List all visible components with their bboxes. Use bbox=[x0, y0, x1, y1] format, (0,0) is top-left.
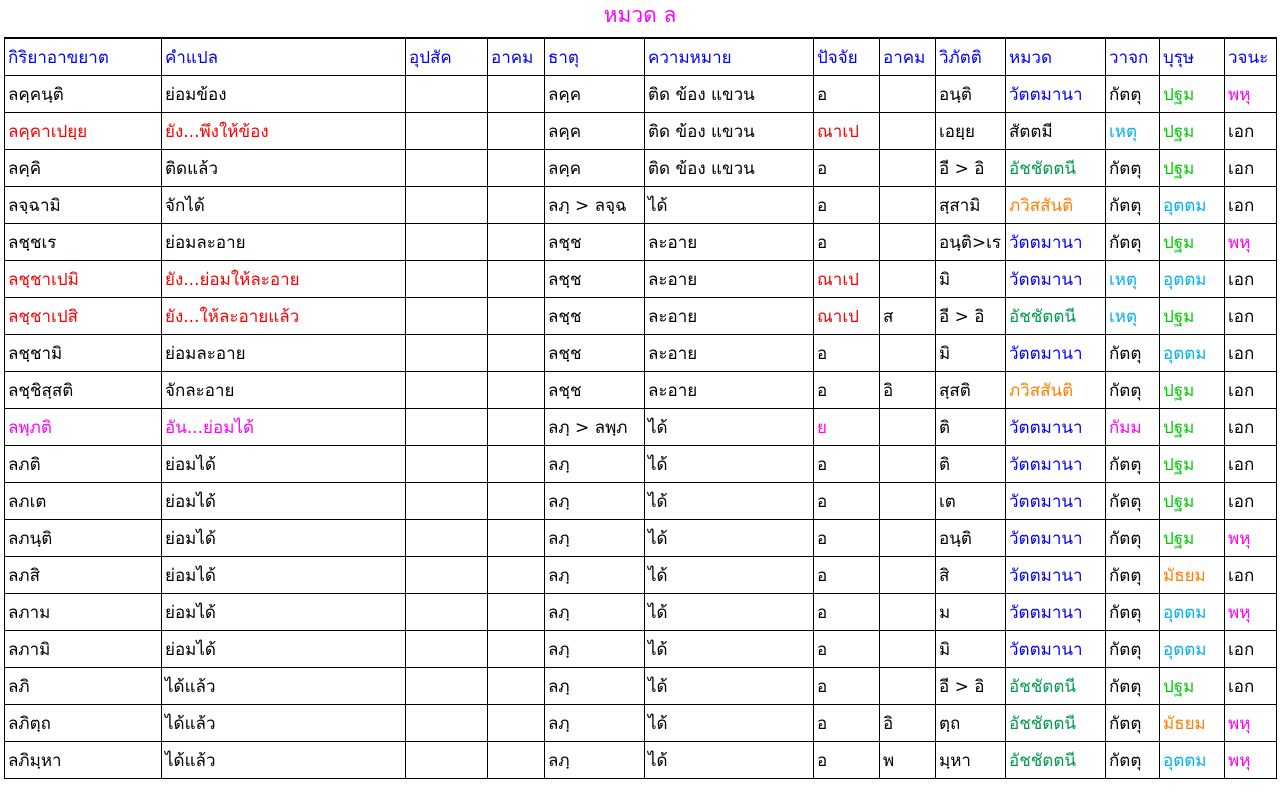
cell-verb: ลภนฺติ bbox=[5, 520, 162, 557]
cell-root: ลภฺ bbox=[545, 742, 645, 779]
cell-augment-2 bbox=[880, 187, 936, 224]
cell-number: เอก bbox=[1225, 335, 1277, 372]
cell-meaning: ได้ bbox=[645, 409, 814, 446]
cell-voice: กัตตุ bbox=[1106, 187, 1160, 224]
cell-tense-category: วัตตมานา bbox=[1006, 483, 1106, 520]
cell-meaning: ได้ bbox=[645, 705, 814, 742]
cell-person: ปฐม bbox=[1160, 483, 1225, 520]
cell-prefix bbox=[406, 372, 488, 409]
cell-augment-1 bbox=[488, 594, 545, 631]
cell-suffix: ณาเป bbox=[814, 261, 880, 298]
cell-inflection: มิ bbox=[936, 631, 1006, 668]
cell-suffix: อ bbox=[814, 520, 880, 557]
cell-augment-2 bbox=[880, 409, 936, 446]
cell-prefix bbox=[406, 483, 488, 520]
cell-root: ลคฺค bbox=[545, 150, 645, 187]
cell-tense-category: ภวิสสันติ bbox=[1006, 187, 1106, 224]
cell-translation: ได้แล้ว bbox=[162, 742, 406, 779]
cell-inflection: อนฺติ bbox=[936, 520, 1006, 557]
cell-augment-2 bbox=[880, 483, 936, 520]
cell-verb: ลพฺภติ bbox=[5, 409, 162, 446]
cell-root: ลชฺช bbox=[545, 335, 645, 372]
cell-meaning: ได้ bbox=[645, 594, 814, 631]
cell-augment-1 bbox=[488, 76, 545, 113]
header-root: ธาตุ bbox=[545, 38, 645, 76]
cell-person: ปฐม bbox=[1160, 224, 1225, 261]
cell-root: ลภฺ bbox=[545, 483, 645, 520]
cell-translation: ย่อมได้ bbox=[162, 594, 406, 631]
cell-verb: ลชฺชเร bbox=[5, 224, 162, 261]
cell-augment-1 bbox=[488, 224, 545, 261]
cell-prefix bbox=[406, 113, 488, 150]
cell-suffix: อ bbox=[814, 631, 880, 668]
cell-root: ลคฺค bbox=[545, 76, 645, 113]
cell-meaning: ละอาย bbox=[645, 261, 814, 298]
cell-suffix: อ bbox=[814, 187, 880, 224]
cell-translation: จักได้ bbox=[162, 187, 406, 224]
cell-inflection: สิ bbox=[936, 557, 1006, 594]
cell-prefix bbox=[406, 187, 488, 224]
cell-inflection: เต bbox=[936, 483, 1006, 520]
cell-inflection: มิ bbox=[936, 261, 1006, 298]
cell-translation: ย่อมข้อง bbox=[162, 76, 406, 113]
cell-tense-category: อัชชัตตนี bbox=[1006, 742, 1106, 779]
cell-prefix bbox=[406, 409, 488, 446]
cell-verb: ลภติ bbox=[5, 446, 162, 483]
cell-number: เอก bbox=[1225, 113, 1277, 150]
cell-prefix bbox=[406, 150, 488, 187]
cell-tense-category: วัตตมานา bbox=[1006, 261, 1106, 298]
cell-augment-1 bbox=[488, 372, 545, 409]
cell-inflection: อี > อิ bbox=[936, 150, 1006, 187]
cell-inflection: ติ bbox=[936, 409, 1006, 446]
cell-translation: ย่อมได้ bbox=[162, 483, 406, 520]
cell-verb: ลภิตฺถ bbox=[5, 705, 162, 742]
cell-augment-2: อิ bbox=[880, 372, 936, 409]
header-number: วจนะ bbox=[1225, 38, 1277, 76]
header-voice: วาจก bbox=[1106, 38, 1160, 76]
cell-translation: ยัง...พึงให้ข้อง bbox=[162, 113, 406, 150]
cell-tense-category: วัตตมานา bbox=[1006, 520, 1106, 557]
cell-person: มัธยม bbox=[1160, 705, 1225, 742]
cell-augment-2: อิ bbox=[880, 705, 936, 742]
table-row bbox=[5, 298, 1277, 335]
cell-suffix: อ bbox=[814, 705, 880, 742]
cell-augment-1 bbox=[488, 483, 545, 520]
cell-number: พหุ bbox=[1225, 705, 1277, 742]
cell-augment-1 bbox=[488, 631, 545, 668]
cell-meaning: ละอาย bbox=[645, 335, 814, 372]
header-tense-category: หมวด bbox=[1006, 38, 1106, 76]
cell-person: ปฐม bbox=[1160, 520, 1225, 557]
cell-inflection: มฺหา bbox=[936, 742, 1006, 779]
cell-inflection: สฺสามิ bbox=[936, 187, 1006, 224]
cell-tense-category: สัตตมี bbox=[1006, 113, 1106, 150]
cell-translation: ย่อมได้ bbox=[162, 520, 406, 557]
cell-voice: เหตุ bbox=[1106, 298, 1160, 335]
cell-inflection: อี > อิ bbox=[936, 298, 1006, 335]
cell-person: ปฐม bbox=[1160, 668, 1225, 705]
cell-meaning: ติด ข้อง แขวน bbox=[645, 76, 814, 113]
page-title: หมวด ล bbox=[603, 3, 677, 27]
cell-root: ลภฺ bbox=[545, 520, 645, 557]
cell-inflection: เอยฺย bbox=[936, 113, 1006, 150]
cell-person: ปฐม bbox=[1160, 76, 1225, 113]
cell-inflection: อนฺติ bbox=[936, 76, 1006, 113]
cell-augment-1 bbox=[488, 298, 545, 335]
cell-suffix: ณาเป bbox=[814, 113, 880, 150]
cell-number: พหุ bbox=[1225, 742, 1277, 779]
cell-meaning: ติด ข้อง แขวน bbox=[645, 150, 814, 187]
cell-tense-category: วัตตมานา bbox=[1006, 557, 1106, 594]
header-augment-2: อาคม bbox=[880, 38, 936, 76]
cell-voice: กัตตุ bbox=[1106, 372, 1160, 409]
cell-verb: ลภสิ bbox=[5, 557, 162, 594]
cell-augment-1 bbox=[488, 261, 545, 298]
cell-translation: ย่อมได้ bbox=[162, 557, 406, 594]
cell-prefix bbox=[406, 224, 488, 261]
cell-verb: ลภิมฺหา bbox=[5, 742, 162, 779]
cell-number: เอก bbox=[1225, 668, 1277, 705]
table-header-row bbox=[5, 38, 1277, 76]
cell-number: เอก bbox=[1225, 409, 1277, 446]
cell-prefix bbox=[406, 668, 488, 705]
cell-person: อุตตม bbox=[1160, 594, 1225, 631]
table-row bbox=[5, 150, 1277, 187]
cell-prefix bbox=[406, 705, 488, 742]
cell-suffix: อ bbox=[814, 483, 880, 520]
cell-verb: ลภามิ bbox=[5, 631, 162, 668]
cell-translation: ย่อมละอาย bbox=[162, 335, 406, 372]
cell-voice: กัตตุ bbox=[1106, 76, 1160, 113]
cell-number: พหุ bbox=[1225, 594, 1277, 631]
cell-translation: อัน...ย่อมได้ bbox=[162, 409, 406, 446]
cell-number: พหุ bbox=[1225, 224, 1277, 261]
cell-meaning: ได้ bbox=[645, 557, 814, 594]
cell-prefix bbox=[406, 557, 488, 594]
cell-verb: ลภิ bbox=[5, 668, 162, 705]
cell-person: อุตตม bbox=[1160, 187, 1225, 224]
cell-suffix: อ bbox=[814, 150, 880, 187]
header-meaning: ความหมาย bbox=[645, 38, 814, 76]
cell-augment-2 bbox=[880, 520, 936, 557]
cell-person: ปฐม bbox=[1160, 113, 1225, 150]
table-row bbox=[5, 594, 1277, 631]
cell-translation: ยัง...ย่อมให้ละอาย bbox=[162, 261, 406, 298]
cell-inflection: ม bbox=[936, 594, 1006, 631]
cell-suffix: อ bbox=[814, 372, 880, 409]
cell-meaning: ได้ bbox=[645, 631, 814, 668]
conjugation-table bbox=[4, 37, 1277, 779]
cell-root: ลชฺช bbox=[545, 372, 645, 409]
cell-root: ลภฺ bbox=[545, 446, 645, 483]
cell-number: เอก bbox=[1225, 446, 1277, 483]
cell-tense-category: อัชชัตตนี bbox=[1006, 705, 1106, 742]
cell-root: ลภฺ bbox=[545, 631, 645, 668]
cell-voice: กัตตุ bbox=[1106, 631, 1160, 668]
cell-voice: กัมม bbox=[1106, 409, 1160, 446]
cell-verb: ลชฺชามิ bbox=[5, 335, 162, 372]
cell-inflection: ติ bbox=[936, 446, 1006, 483]
cell-number: เอก bbox=[1225, 483, 1277, 520]
table-row bbox=[5, 372, 1277, 409]
cell-voice: กัตตุ bbox=[1106, 557, 1160, 594]
cell-person: ปฐม bbox=[1160, 446, 1225, 483]
cell-tense-category: วัตตมานา bbox=[1006, 76, 1106, 113]
cell-verb: ลภเต bbox=[5, 483, 162, 520]
cell-prefix bbox=[406, 631, 488, 668]
cell-meaning: ได้ bbox=[645, 742, 814, 779]
cell-augment-2 bbox=[880, 224, 936, 261]
cell-augment-1 bbox=[488, 520, 545, 557]
cell-augment-1 bbox=[488, 113, 545, 150]
cell-person: ปฐม bbox=[1160, 298, 1225, 335]
cell-inflection: อนฺติ>เร bbox=[936, 224, 1006, 261]
cell-root: ลภฺ bbox=[545, 705, 645, 742]
cell-suffix: อ bbox=[814, 76, 880, 113]
table-row bbox=[5, 76, 1277, 113]
cell-meaning: ติด ข้อง แขวน bbox=[645, 113, 814, 150]
cell-suffix: อ bbox=[814, 668, 880, 705]
cell-inflection: สฺสติ bbox=[936, 372, 1006, 409]
cell-translation: จักละอาย bbox=[162, 372, 406, 409]
cell-verb: ลภาม bbox=[5, 594, 162, 631]
cell-voice: กัตตุ bbox=[1106, 520, 1160, 557]
cell-augment-1 bbox=[488, 335, 545, 372]
header-verb: กิริยาอาขยาต bbox=[5, 38, 162, 76]
cell-root: ลภฺ bbox=[545, 557, 645, 594]
cell-prefix bbox=[406, 76, 488, 113]
cell-suffix: อ bbox=[814, 594, 880, 631]
cell-augment-1 bbox=[488, 668, 545, 705]
cell-augment-1 bbox=[488, 446, 545, 483]
cell-prefix bbox=[406, 742, 488, 779]
cell-verb: ลชฺชิสฺสติ bbox=[5, 372, 162, 409]
cell-number: เอก bbox=[1225, 631, 1277, 668]
cell-person: ปฐม bbox=[1160, 372, 1225, 409]
cell-tense-category: วัตตมานา bbox=[1006, 631, 1106, 668]
cell-root: ลคฺค bbox=[545, 113, 645, 150]
cell-verb: ลคฺคิ bbox=[5, 150, 162, 187]
cell-translation: ยัง...ให้ละอายแล้ว bbox=[162, 298, 406, 335]
header-translation: คำแปล bbox=[162, 38, 406, 76]
cell-tense-category: วัตตมานา bbox=[1006, 224, 1106, 261]
table-row bbox=[5, 335, 1277, 372]
cell-translation: ได้แล้ว bbox=[162, 705, 406, 742]
header-augment-1: อาคม bbox=[488, 38, 545, 76]
cell-voice: เหตุ bbox=[1106, 261, 1160, 298]
cell-verb: ลคฺคนฺติ bbox=[5, 76, 162, 113]
cell-augment-1 bbox=[488, 705, 545, 742]
cell-meaning: ละอาย bbox=[645, 372, 814, 409]
cell-suffix: อ bbox=[814, 557, 880, 594]
cell-root: ลภฺ bbox=[545, 594, 645, 631]
table-row bbox=[5, 113, 1277, 150]
cell-person: อุตตม bbox=[1160, 335, 1225, 372]
cell-number: เอก bbox=[1225, 298, 1277, 335]
cell-suffix: อ bbox=[814, 335, 880, 372]
cell-voice: กัตตุ bbox=[1106, 705, 1160, 742]
cell-augment-1 bbox=[488, 742, 545, 779]
cell-number: เอก bbox=[1225, 187, 1277, 224]
cell-person: ปฐม bbox=[1160, 409, 1225, 446]
cell-meaning: ละอาย bbox=[645, 298, 814, 335]
cell-augment-2 bbox=[880, 594, 936, 631]
cell-translation: ติดแล้ว bbox=[162, 150, 406, 187]
cell-root: ลชฺช bbox=[545, 261, 645, 298]
cell-suffix: ณาเป bbox=[814, 298, 880, 335]
table-row bbox=[5, 557, 1277, 594]
cell-augment-2: ส bbox=[880, 298, 936, 335]
header-inflection: วิภัตติ bbox=[936, 38, 1006, 76]
cell-voice: กัตตุ bbox=[1106, 150, 1160, 187]
cell-voice: กัตตุ bbox=[1106, 594, 1160, 631]
cell-suffix: อ bbox=[814, 742, 880, 779]
cell-voice: กัตตุ bbox=[1106, 483, 1160, 520]
cell-augment-1 bbox=[488, 150, 545, 187]
cell-person: ปฐม bbox=[1160, 150, 1225, 187]
cell-tense-category: อัชชัตตนี bbox=[1006, 298, 1106, 335]
table-row bbox=[5, 520, 1277, 557]
cell-augment-2 bbox=[880, 446, 936, 483]
cell-prefix bbox=[406, 298, 488, 335]
header-prefix: อุปสัค bbox=[406, 38, 488, 76]
cell-suffix: อ bbox=[814, 446, 880, 483]
cell-meaning: ได้ bbox=[645, 483, 814, 520]
cell-verb: ลชฺชาเปมิ bbox=[5, 261, 162, 298]
cell-verb: ลคฺคาเปยฺย bbox=[5, 113, 162, 150]
cell-inflection: อี > อิ bbox=[936, 668, 1006, 705]
cell-voice: เหตุ bbox=[1106, 113, 1160, 150]
cell-root: ลภฺ > ลจฺฉ bbox=[545, 187, 645, 224]
cell-voice: กัตตุ bbox=[1106, 742, 1160, 779]
cell-augment-1 bbox=[488, 187, 545, 224]
cell-voice: กัตตุ bbox=[1106, 335, 1160, 372]
table-row bbox=[5, 261, 1277, 298]
cell-root: ลชฺช bbox=[545, 298, 645, 335]
cell-number: เอก bbox=[1225, 261, 1277, 298]
cell-suffix: อ bbox=[814, 224, 880, 261]
header-person: บุรุษ bbox=[1160, 38, 1225, 76]
table-row bbox=[5, 631, 1277, 668]
table-row bbox=[5, 668, 1277, 705]
cell-root: ลชฺช bbox=[545, 224, 645, 261]
cell-voice: กัตตุ bbox=[1106, 668, 1160, 705]
cell-augment-2 bbox=[880, 335, 936, 372]
cell-augment-2 bbox=[880, 261, 936, 298]
cell-verb: ลชฺชาเปสิ bbox=[5, 298, 162, 335]
cell-number: พหุ bbox=[1225, 76, 1277, 113]
cell-root: ลภฺ > ลพฺภ bbox=[545, 409, 645, 446]
cell-number: เอก bbox=[1225, 150, 1277, 187]
cell-meaning: ละอาย bbox=[645, 224, 814, 261]
cell-root: ลภฺ bbox=[545, 668, 645, 705]
cell-augment-2 bbox=[880, 150, 936, 187]
cell-tense-category: วัตตมานา bbox=[1006, 446, 1106, 483]
cell-meaning: ได้ bbox=[645, 446, 814, 483]
header-suffix: ปัจจัย bbox=[814, 38, 880, 76]
cell-voice: กัตตุ bbox=[1106, 224, 1160, 261]
cell-meaning: ได้ bbox=[645, 668, 814, 705]
cell-augment-2 bbox=[880, 557, 936, 594]
cell-tense-category: วัตตมานา bbox=[1006, 335, 1106, 372]
table-row bbox=[5, 224, 1277, 261]
cell-prefix bbox=[406, 261, 488, 298]
cell-meaning: ได้ bbox=[645, 520, 814, 557]
cell-translation: ย่อมได้ bbox=[162, 446, 406, 483]
cell-augment-1 bbox=[488, 557, 545, 594]
cell-augment-1 bbox=[488, 409, 545, 446]
cell-augment-2 bbox=[880, 113, 936, 150]
table-row bbox=[5, 483, 1277, 520]
cell-suffix: ย bbox=[814, 409, 880, 446]
cell-tense-category: วัตตมานา bbox=[1006, 409, 1106, 446]
cell-augment-2: พ bbox=[880, 742, 936, 779]
cell-person: มัธยม bbox=[1160, 557, 1225, 594]
table-row bbox=[5, 705, 1277, 742]
cell-number: เอก bbox=[1225, 557, 1277, 594]
cell-inflection: มิ bbox=[936, 335, 1006, 372]
cell-tense-category: อัชชัตตนี bbox=[1006, 150, 1106, 187]
cell-translation: ได้แล้ว bbox=[162, 668, 406, 705]
table-body bbox=[5, 76, 1277, 779]
cell-number: พหุ bbox=[1225, 520, 1277, 557]
cell-meaning: ได้ bbox=[645, 187, 814, 224]
cell-person: อุตตม bbox=[1160, 261, 1225, 298]
cell-number: เอก bbox=[1225, 372, 1277, 409]
cell-translation: ย่อมได้ bbox=[162, 631, 406, 668]
cell-prefix bbox=[406, 594, 488, 631]
cell-prefix bbox=[406, 446, 488, 483]
cell-prefix bbox=[406, 520, 488, 557]
cell-translation: ย่อมละอาย bbox=[162, 224, 406, 261]
cell-verb: ลจฺฉามิ bbox=[5, 187, 162, 224]
table-row bbox=[5, 187, 1277, 224]
cell-augment-2 bbox=[880, 76, 936, 113]
table-row bbox=[5, 446, 1277, 483]
cell-tense-category: วัตตมานา bbox=[1006, 594, 1106, 631]
cell-tense-category: ภวิสสันติ bbox=[1006, 372, 1106, 409]
cell-person: อุตตม bbox=[1160, 631, 1225, 668]
cell-inflection: ตฺถ bbox=[936, 705, 1006, 742]
cell-augment-2 bbox=[880, 631, 936, 668]
table-row bbox=[5, 409, 1277, 446]
table-row bbox=[5, 742, 1277, 779]
cell-voice: กัตตุ bbox=[1106, 446, 1160, 483]
cell-prefix bbox=[406, 335, 488, 372]
cell-augment-2 bbox=[880, 668, 936, 705]
cell-tense-category: อัชชัตตนี bbox=[1006, 668, 1106, 705]
cell-person: อุตตม bbox=[1160, 742, 1225, 779]
